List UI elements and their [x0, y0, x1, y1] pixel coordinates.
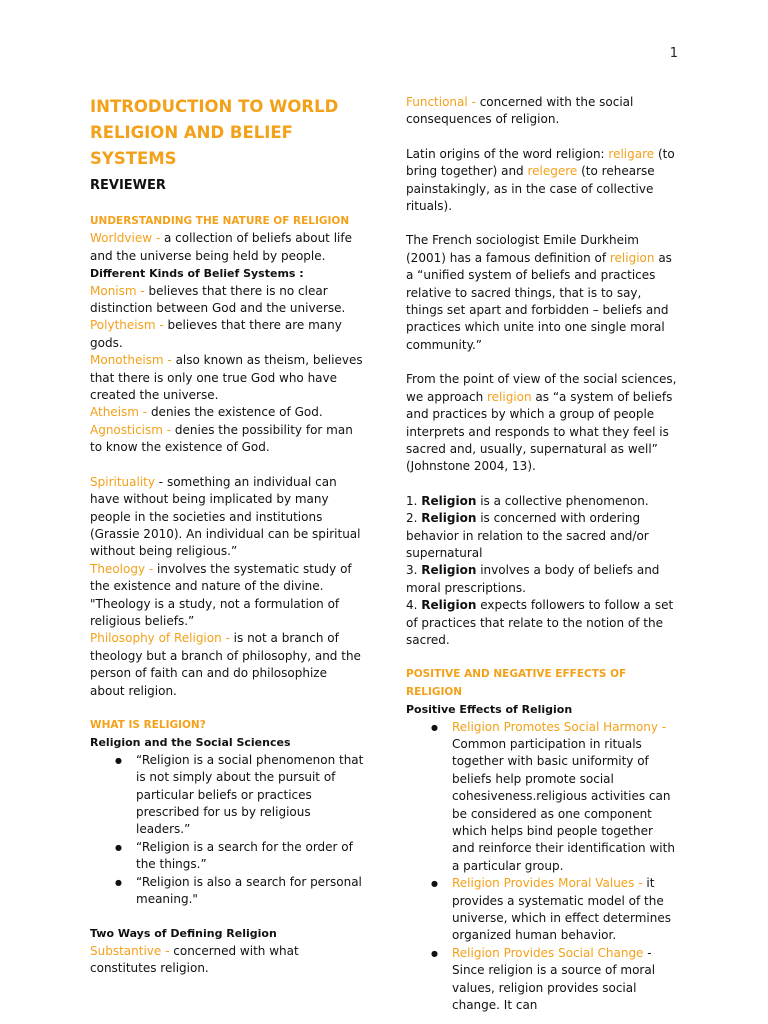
philosophy-definition: [90, 630, 365, 700]
social-text-a: From the point of view of the social sciences, we approach: [406, 372, 677, 404]
item-keyword: Religion: [421, 511, 477, 526]
relegere-term: relegere: [527, 164, 578, 179]
philosophy-term: Philosophy of Religion -: [90, 631, 230, 646]
list-item: [406, 875, 678, 945]
item-text: expects followers to follow a set of practices that relate to the notion of the sacred.: [406, 598, 674, 647]
social-sciences-heading: Religion and the Social Sciences: [90, 736, 291, 750]
section-heading-what-is-religion: WHAT IS RELIGION?: [90, 718, 206, 731]
worldview-definition: [90, 230, 365, 265]
substantive-definition: [90, 943, 365, 978]
agnosticism-term: Agnosticism -: [90, 422, 172, 437]
worldview-term: Worldview -: [90, 231, 161, 246]
theology-definition: [90, 561, 365, 631]
durkheim-text-b: as a “unified system of beliefs and practices relative to sacred things, that is to say, things set apart and forbidden – beliefs and practices which unite into one single moral community.”: [406, 250, 672, 352]
list-item: ● “Religion is also a search for personal meaning.": [90, 874, 365, 909]
substantive-text: concerned with what constitutes religion.: [90, 943, 299, 976]
durkheim-paragraph: [406, 232, 678, 354]
left-column: [90, 94, 365, 978]
right-column: [406, 94, 678, 1015]
philosophy-text: is not a branch of theology but a branch of philosophy, and the person of faith can and do philosophize about religion.: [90, 631, 361, 698]
numbered-item: [406, 510, 678, 562]
item-keyword: Religion: [421, 563, 477, 578]
item-number: 1.: [406, 493, 422, 508]
theology-text: involves the systematic study of the existence and nature of the divine. "Theology is a study, not a formulation of religious beliefs.”: [90, 561, 352, 628]
item-number: 2.: [406, 511, 422, 526]
two-ways-heading: Two Ways of Defining Religion: [90, 927, 277, 941]
latin-text-b: (to bring together) and: [406, 146, 675, 179]
numbered-item: [406, 597, 678, 649]
list-item: [406, 945, 678, 1015]
list-item: ● “Religion is a search for the order of the things.”: [90, 839, 365, 874]
document-subtitle: REVIEWER: [90, 178, 166, 193]
item-number: 4.: [406, 598, 422, 613]
latin-text-a: Latin origins of the word religion:: [406, 146, 609, 161]
religare-term: religare: [608, 146, 655, 161]
atheism-definition: [90, 404, 365, 421]
latin-text-c: (to rehearse painstakingly, as in the case of collective rituals).: [406, 164, 655, 214]
durkheim-religion-term: religion: [609, 250, 655, 265]
social-text-b: as “a system of beliefs and practices by which a group of people interprets and responds to what they feel is sacred and, usually, supernatural as well” (Johnstone 2004, 13).: [406, 389, 673, 474]
monism-term: Monism -: [90, 283, 145, 298]
effect-text: - Since religion is a source of moral values, religion provides social change. It can: [452, 945, 656, 1013]
numbered-item: [406, 562, 678, 597]
atheism-term: Atheism -: [90, 405, 148, 420]
positive-effects-list: [406, 719, 678, 1015]
section-heading-nature: UNDERSTANDING THE NATURE OF RELIGION: [90, 215, 350, 227]
durkheim-text-a: The French sociologist Emile Durkheim (2001) has a famous definition of: [406, 233, 639, 265]
kinds-heading: Different Kinds of Belief Systems :: [90, 267, 304, 281]
effect-text: it provides a systematic model of the universe, which in effect determines organized human behavior.: [452, 876, 671, 943]
effect-term: Religion Promotes Social Harmony -: [452, 719, 667, 734]
effect-term: Religion Provides Moral Values -: [452, 876, 643, 891]
latin-origins-paragraph: [406, 146, 678, 216]
item-text: involves a body of beliefs and moral prescriptions.: [406, 563, 660, 595]
list-item: [406, 719, 678, 876]
agnosticism-text: denies the possibility for man to know the existence of God.: [90, 422, 353, 455]
functional-term: Functional -: [406, 95, 476, 109]
page-number: 1: [669, 46, 678, 61]
atheism-text: denies the existence of God.: [147, 405, 323, 420]
item-number: 3.: [406, 563, 422, 578]
substantive-term: Substantive -: [90, 943, 170, 958]
numbered-item: [406, 493, 678, 510]
document-title: [90, 94, 365, 172]
item-text: is a collective phenomenon.: [476, 493, 649, 508]
theology-term: Theology -: [90, 561, 154, 576]
religion-quotes-list: [90, 752, 365, 909]
monotheism-term: Monotheism -: [90, 353, 172, 368]
monism-definition: [90, 283, 365, 318]
section-heading-effects: POSITIVE AND NEGATIVE EFFECTS OF RELIGION: [406, 668, 627, 698]
spirituality-term: Spirituality: [90, 474, 155, 489]
agnosticism-definition: [90, 422, 365, 457]
polytheism-text: believes that there are many gods.: [90, 318, 342, 350]
monism-text: believes that there is no clear distinction between God and the universe.: [90, 283, 346, 316]
effect-text: Common participation in rituals together with basic uniformity of beliefs help promote social cohesiveness.religious activities can be considered as one component which helps bind people together and reinforce their identification with a particular group.: [452, 737, 675, 873]
positive-effects-heading: Positive Effects of Religion: [406, 703, 573, 717]
social-sciences-paragraph: [406, 371, 678, 475]
effect-term: Religion Provides Social Change: [452, 945, 644, 960]
numbered-list: [406, 493, 678, 650]
polytheism-term: Polytheism -: [90, 318, 164, 333]
item-text: is concerned with ordering behavior in relation to the sacred and/or supernatural: [406, 511, 649, 560]
social-religion-term: religion: [486, 389, 532, 404]
list-item: ● “Religion is a social phenomenon that is not simply about the pursuit of particular beliefs or practices prescribed for us by religious leaders.”: [90, 752, 365, 839]
spirituality-definition: [90, 474, 365, 561]
title-line-2: RELIGION AND BELIEF SYSTEMS: [90, 123, 293, 168]
spirituality-text: - something an individual can have without being implicated by many people in the societies and institutions (Grassie 2010). An individual can be spiritual without being religious.”: [90, 474, 361, 559]
title-line-1: INTRODUCTION TO WORLD: [90, 97, 339, 116]
functional-definition: [406, 94, 678, 129]
item-keyword: Religion: [421, 598, 477, 613]
polytheism-definition: [90, 317, 365, 352]
item-keyword: Religion: [421, 493, 477, 508]
functional-text: concerned with the social consequences of religion.: [406, 95, 634, 127]
monotheism-definition: [90, 352, 365, 404]
worldview-text: a collection of beliefs about life and the universe being held by people.: [90, 231, 352, 263]
monotheism-text: also known as theism, believes that there is only one true God who have created the universe.: [90, 353, 363, 403]
